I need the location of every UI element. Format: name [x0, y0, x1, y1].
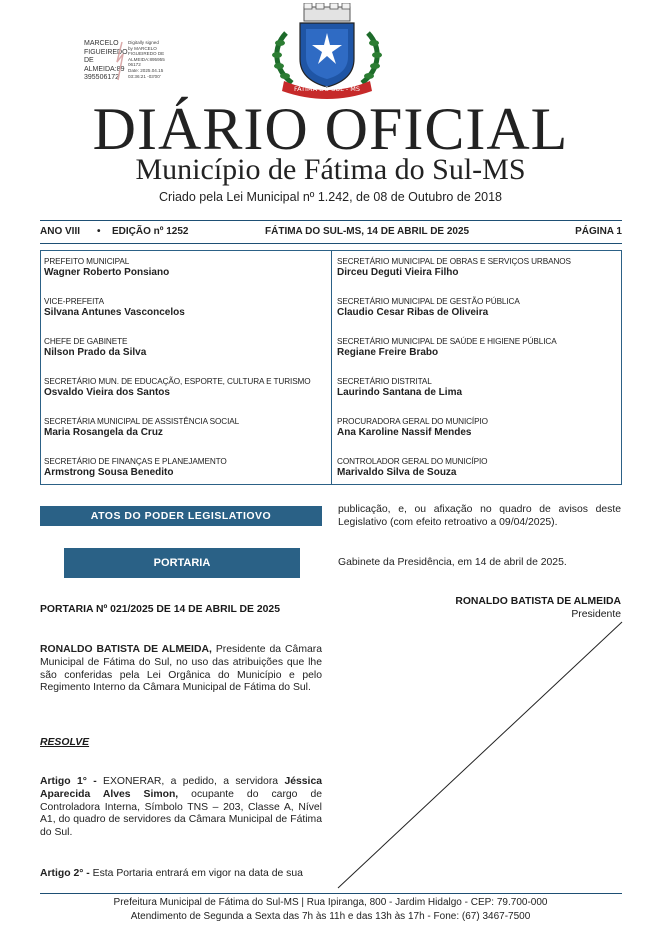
footer-divider	[40, 893, 622, 894]
divider-top	[40, 220, 622, 221]
signature-detail: Digitally signed by MARCELO FIGUEIREDO DE ALMEIDA:895955 06172 Date: 2025.04.15 03:36:21 -03'00'	[128, 40, 165, 79]
blank-space-diagonal	[336, 620, 624, 890]
officials-divider	[331, 251, 332, 484]
portaria-intro: RONALDO BATISTA DE ALMEIDA, Presidente da Câmara Municipal de Fátima do Sul, no uso das atribuições que lhe são conferidas pela Lei Orgânica do Município e pelo Regimento Interno da Câmara Municipal de Fátima do Sul.	[40, 644, 322, 694]
official-item: SECRETÁRIO MUNICIPAL DE SAÚDE E HIGIENE PÚBLICA Regiane Freire Brabo	[337, 337, 557, 358]
official-item: PREFEITO MUNICIPAL Wagner Roberto Ponsiano	[44, 257, 170, 278]
signing-place-date: Gabinete da Presidência, em 14 de abril de 2025.	[338, 557, 567, 568]
crest-banner-text: FÁTIMA DO SUL - MS	[294, 85, 360, 93]
edition-page: PÁGINA 1	[575, 226, 622, 237]
signature-scribble-icon	[114, 40, 126, 86]
signer-name: RONALDO BATISTA DE ALMEIDA	[455, 596, 621, 607]
page-subtitle: Município de Fátima do Sul-MS	[135, 153, 526, 186]
official-item: VICE-PREFEITA Silvana Antunes Vasconcelos	[44, 297, 185, 318]
official-item: SECRETÁRIO MUNICIPAL DE OBRAS E SERVIÇOS URBANOS Dirceu Deguti Vieira Filho	[337, 257, 571, 278]
official-item: PROCURADORA GERAL DO MUNICÍPIO Ana Karoline Nassif Mendes	[337, 417, 488, 438]
edition-bar	[40, 224, 622, 240]
footer-hours: Atendimento de Segunda a Sexta das 7h às 11h e das 13h às 17h - Fone: (67) 3467-7500	[130, 911, 531, 922]
official-item: SECRETÁRIO MUNICIPAL DE GESTÃO PÚBLICA Claudio Cesar Ribas de Oliveira	[337, 297, 520, 318]
official-item: SECRETÁRIO DISTRITAL Laurindo Santana de Lima	[337, 377, 463, 398]
resolve-heading: RESOLVE	[40, 737, 90, 748]
edition-year: ANO VIII	[40, 226, 81, 237]
subsection-banner: PORTARIA	[64, 548, 300, 578]
official-item: CONTROLADOR GERAL DO MUNICÍPIO Marivaldo Silva de Souza	[337, 457, 488, 478]
article-2: Artigo 2° - Esta Portaria entrará em vigor na data de sua	[40, 868, 303, 879]
creation-note: Criado pela Lei Municipal nº 1.242, de 08 de Outubro de 2018	[159, 190, 502, 204]
official-item: SECRETÁRIO MUN. DE EDUCAÇÃO, ESPORTE, CULTURA E TURISMO Osvaldo Vieira dos Santos	[44, 377, 311, 398]
municipal-crest-icon	[266, 3, 388, 99]
edition-number: EDIÇÃO nº 1252	[112, 226, 189, 237]
article-1: Artigo 1° - EXONERAR, a pedido, a servidora Jéssica Aparecida Alves Simon, ocupante do cargo de Controladora Interna, Símbolo TNS – 203, Classe A, Nível A1, do quadro de servidores da Câmara Municipal de Fátima do Sul.	[40, 776, 322, 839]
article-2-continuation: publicação, e, ou afixação no quadro de avisos deste Legislativo (com efeito retroativo a 09/04/2025).	[338, 504, 621, 528]
portaria-title: PORTARIA Nº 021/2025 DE 14 DE ABRIL DE 2025	[40, 604, 280, 615]
official-item: SECRETÁRIA MUNICIPAL DE ASSISTÊNCIA SOCIAL Maria Rosangela da Cruz	[44, 417, 240, 438]
page-title: DIÁRIO OFICIAL	[92, 96, 569, 162]
signature-name: MARCELO FIGUEIREDO DE ALMEIDA:89 395506172	[84, 40, 128, 81]
section-banner: ATOS DO PODER LEGISLATIOVO	[40, 506, 322, 526]
footer-address: Prefeitura Municipal de Fátima do Sul-MS | Rua Ipiranga, 800 - Jardim Hidalgo - CEP: 79.700-000	[113, 897, 548, 908]
divider-bottom	[40, 243, 622, 244]
official-item: CHEFE DE GABINETE Nilson Prado da Silva	[44, 337, 147, 358]
edition-bullet: •	[97, 226, 101, 237]
official-item: SECRETÁRIO DE FINANÇAS E PLANEJAMENTO Armstrong Sousa Benedito	[44, 457, 227, 478]
signer-role: Presidente	[571, 609, 621, 620]
edition-place-date: FÁTIMA DO SUL-MS, 14 DE ABRIL DE 2025	[265, 226, 470, 237]
